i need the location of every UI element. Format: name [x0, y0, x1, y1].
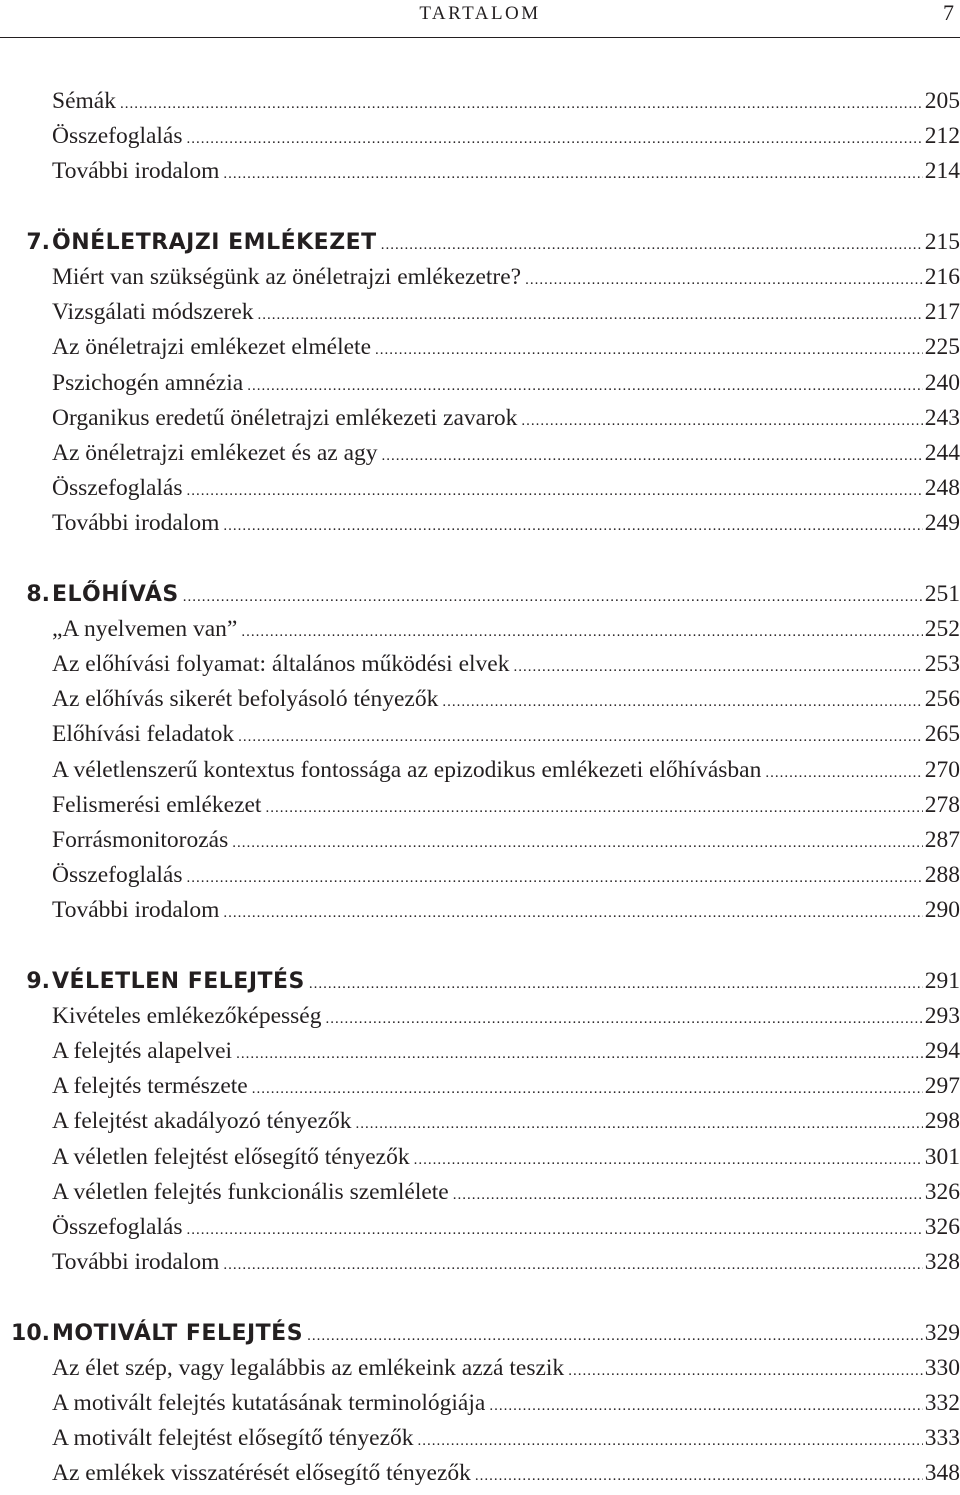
dot-leader [381, 228, 923, 263]
toc-entry-row[interactable] [0, 401, 960, 436]
entry-title: Kivételes emlékezőképesség [52, 1002, 322, 1029]
toc-entry-row[interactable] [0, 1245, 960, 1280]
toc-leader-line [52, 225, 960, 263]
entry-title: A felejtés természete [52, 1073, 248, 1100]
dot-leader [241, 615, 922, 650]
chapter-number-text: 7. [26, 229, 50, 255]
toc-leader-line [52, 84, 960, 122]
chapter-title: ÖNÉLETRAJZI EMLÉKEZET [52, 229, 377, 255]
entry-page-number: 348 [924, 1460, 960, 1487]
entry-page-number: 330 [924, 1354, 960, 1381]
dot-leader [475, 1459, 923, 1494]
toc-leader-line [52, 682, 960, 720]
dot-leader [258, 298, 923, 333]
entry-page-number: 293 [924, 1002, 960, 1029]
entry-page-number: 332 [924, 1389, 960, 1416]
dot-leader [356, 1107, 923, 1142]
table-of-contents [0, 84, 960, 1492]
entry-page-number: 215 [924, 228, 960, 255]
entry-page-number: 256 [924, 686, 960, 713]
dot-leader [325, 1002, 922, 1037]
entry-page-number: 290 [924, 897, 960, 924]
toc-chapter-row[interactable] [0, 1316, 960, 1351]
toc-entry-row[interactable] [0, 612, 960, 647]
dot-leader [223, 157, 922, 192]
toc-entry-row[interactable] [0, 84, 960, 119]
dot-leader [183, 580, 923, 615]
toc-leader-line [52, 1104, 960, 1142]
dot-leader [765, 756, 922, 791]
dot-leader [414, 1143, 923, 1178]
dot-leader [309, 967, 923, 1002]
toc-leader-line [52, 1034, 960, 1072]
entry-title: Az előhívás sikerét befolyásoló tényezők [52, 686, 439, 713]
section-gap [0, 929, 960, 964]
entry-title: Vizsgálati módszerek [52, 299, 254, 326]
dot-leader [223, 1248, 922, 1283]
toc-entry-row[interactable] [0, 366, 960, 401]
toc-leader-line [52, 858, 960, 896]
dot-leader [453, 1178, 923, 1213]
toc-leader-line [52, 1069, 960, 1107]
toc-entry-row[interactable] [0, 1456, 960, 1491]
toc-leader-line [52, 260, 960, 298]
dot-leader [252, 1072, 923, 1107]
toc-entry-row[interactable] [0, 647, 960, 682]
entry-title: Miért van szükségünk az önéletrajzi emlékezetre? [52, 263, 522, 290]
toc-entry-row[interactable] [0, 506, 960, 541]
section-gap [0, 541, 960, 576]
toc-leader-line [52, 717, 960, 755]
entry-page-number: 205 [924, 88, 960, 114]
entry-page-number: 278 [924, 791, 960, 818]
entry-title: A felejtést akadályozó tényezők [52, 1108, 352, 1135]
toc-leader-line [52, 647, 960, 685]
toc-leader-line [52, 1386, 960, 1424]
entry-title: További irodalom [52, 1249, 220, 1276]
entry-title: Előhívási feladatok [52, 721, 235, 748]
dot-leader [223, 509, 922, 544]
toc-leader-line [52, 366, 960, 404]
toc-leader-line [52, 964, 960, 1002]
toc-entry-row[interactable] [0, 1210, 960, 1245]
toc-leader-line [52, 612, 960, 650]
chapter-title: MOTIVÁLT FELEJTÉS [52, 1320, 304, 1346]
toc-leader-line [52, 154, 960, 192]
chapter-number-text: 8. [26, 581, 50, 607]
dot-leader [442, 685, 922, 720]
entry-title: Az előhívási folyamat: általános működési elvek [52, 651, 510, 677]
toc-chapter-row[interactable] [0, 225, 960, 260]
dot-leader [187, 861, 923, 896]
toc-entry-row[interactable] [0, 999, 960, 1034]
entry-page-number: 333 [924, 1425, 960, 1452]
dot-leader [525, 263, 923, 298]
toc-leader-line [52, 823, 960, 861]
toc-leader-line [52, 1456, 960, 1494]
toc-leader-line [52, 753, 960, 791]
entry-title: A felejtés alapelvei [52, 1038, 233, 1065]
entry-page-number: 326 [924, 1178, 960, 1205]
toc-entry-row[interactable] [0, 1351, 960, 1386]
running-title: TARTALOM [419, 3, 541, 24]
entry-page-number: 326 [924, 1214, 960, 1240]
toc-leader-line [52, 330, 960, 368]
toc-entry-row[interactable] [0, 295, 960, 330]
entry-page-number: 217 [924, 299, 960, 326]
entry-page-number: 249 [924, 510, 960, 537]
dot-leader [223, 896, 922, 931]
dot-leader [489, 1389, 922, 1424]
entry-title: További irodalom [52, 897, 220, 924]
entry-page-number: 216 [924, 263, 960, 290]
section-gap [0, 190, 960, 225]
toc-entry-row[interactable] [0, 788, 960, 823]
entry-page-number: 265 [924, 721, 960, 748]
toc-leader-line [52, 1210, 960, 1248]
toc-leader-line [52, 506, 960, 544]
entry-title: A véletlenszerű kontextus fontossága az epizodikus emlékezeti előhívásban [52, 756, 762, 783]
entry-title: Forrásmonitorozás [52, 826, 229, 853]
entry-title: További irodalom [52, 158, 220, 185]
toc-entry-row[interactable] [0, 1034, 960, 1069]
toc-leader-line [52, 788, 960, 826]
entry-title: „A nyelvemen van” [52, 615, 238, 642]
entry-title: Összefoglalás [52, 123, 183, 150]
toc-leader-line [52, 295, 960, 333]
entry-page-number: 297 [924, 1073, 960, 1100]
chapter-title: VÉLETLEN FELEJTÉS [52, 968, 305, 994]
entry-page-number: 329 [924, 1319, 960, 1346]
toc-leader-line [52, 436, 960, 474]
toc-entry-row[interactable] [0, 471, 960, 506]
section-gap [0, 1280, 960, 1315]
dot-leader [521, 404, 922, 439]
chapter-number [0, 577, 50, 612]
entry-page-number: 240 [924, 369, 960, 396]
page-number: 7 [943, 0, 954, 25]
toc-entry-row[interactable] [0, 858, 960, 893]
entry-page-number: 225 [924, 334, 960, 361]
toc-leader-line [52, 1351, 960, 1389]
toc-leader-line [52, 893, 960, 931]
entry-title: A motivált felejtést elősegítő tényezők [52, 1425, 414, 1452]
entry-page-number: 212 [924, 123, 960, 150]
toc-entry-row[interactable] [0, 753, 960, 788]
entry-title: A motivált felejtés kutatásának terminológiája [52, 1389, 486, 1416]
entry-title: Az élet szép, vagy legalábbis az emlékeink azzá teszik [52, 1354, 565, 1381]
entry-page-number: 287 [924, 826, 960, 853]
toc-entry-row[interactable] [0, 682, 960, 717]
toc-entry-row[interactable] [0, 717, 960, 752]
entry-page-number: 291 [924, 967, 960, 994]
dot-leader [238, 720, 923, 755]
dot-leader [187, 474, 923, 509]
toc-leader-line [52, 471, 960, 509]
dot-leader [307, 1319, 923, 1354]
toc-entry-row[interactable] [0, 1386, 960, 1421]
toc-leader-line [52, 1421, 960, 1459]
toc-entry-row[interactable] [0, 1140, 960, 1175]
dot-leader [382, 439, 923, 474]
entry-title: Az önéletrajzi emlékezet elmélete [52, 334, 372, 361]
chapter-number-text: 9. [26, 968, 50, 994]
dot-leader [236, 1037, 923, 1072]
dot-leader [375, 333, 923, 368]
toc-chapter-row[interactable] [0, 964, 960, 999]
entry-title: Organikus eredetű önéletrajzi emlékezeti zavarok [52, 404, 518, 431]
entry-title: Összefoglalás [52, 862, 183, 889]
dot-leader [247, 369, 923, 404]
toc-entry-row[interactable] [0, 1421, 960, 1456]
entry-page-number: 244 [924, 439, 960, 466]
entry-page-number: 328 [924, 1249, 960, 1276]
entry-page-number: 252 [924, 615, 960, 642]
toc-entry-row[interactable] [0, 260, 960, 295]
entry-page-number: 294 [924, 1038, 960, 1065]
entry-title: Összefoglalás [52, 1214, 183, 1240]
toc-entry-row[interactable] [0, 154, 960, 189]
running-header [0, 0, 960, 38]
toc-entry-row[interactable] [0, 330, 960, 365]
chapter-number [0, 1316, 50, 1351]
chapter-number [0, 225, 50, 260]
chapter-title: ELŐHÍVÁS [52, 581, 179, 607]
entry-page-number: 253 [924, 651, 960, 677]
entry-title: További irodalom [52, 510, 220, 537]
chapter-number [0, 964, 50, 999]
dot-leader [265, 791, 922, 826]
dot-leader [513, 650, 922, 685]
entry-page-number: 288 [924, 862, 960, 889]
entry-page-number: 298 [924, 1108, 960, 1135]
toc-leader-line [52, 999, 960, 1037]
entry-page-number: 270 [924, 756, 960, 783]
toc-leader-line [52, 1175, 960, 1213]
dot-leader [418, 1424, 923, 1459]
entry-title: Az önéletrajzi emlékezet és az agy [52, 439, 378, 466]
toc-leader-line [52, 577, 960, 615]
entry-page-number: 214 [924, 158, 960, 185]
dot-leader [120, 87, 923, 122]
entry-title: Az emlékek visszatérését elősegítő tényezők [52, 1460, 471, 1487]
toc-leader-line [52, 119, 960, 157]
toc-leader-line [52, 1140, 960, 1178]
toc-entry-row[interactable] [0, 1069, 960, 1104]
toc-entry-row[interactable] [0, 893, 960, 928]
entry-page-number: 243 [924, 404, 960, 431]
toc-chapter-row[interactable] [0, 577, 960, 612]
entry-title: Összefoglalás [52, 475, 183, 502]
toc-entry-row[interactable] [0, 119, 960, 154]
entry-title: Felismerési emlékezet [52, 791, 262, 818]
dot-leader [187, 122, 923, 157]
toc-leader-line [52, 401, 960, 439]
toc-leader-line [52, 1245, 960, 1283]
chapter-number-text: 10. [11, 1320, 50, 1346]
toc-entry-row[interactable] [0, 1175, 960, 1210]
entry-page-number: 251 [924, 580, 960, 607]
entry-title: A véletlen felejtést elősegítő tényezők [52, 1143, 410, 1170]
entry-page-number: 248 [924, 475, 960, 502]
entry-page-number: 301 [924, 1143, 960, 1170]
toc-entry-row[interactable] [0, 436, 960, 471]
dot-leader [232, 826, 923, 861]
toc-leader-line [52, 1316, 960, 1354]
toc-entry-row[interactable] [0, 823, 960, 858]
entry-title: A véletlen felejtés funkcionális szemlélete [52, 1178, 449, 1205]
toc-entry-row[interactable] [0, 1104, 960, 1139]
dot-leader [187, 1213, 923, 1248]
dot-leader [568, 1354, 923, 1389]
entry-title: Pszichogén amnézia [52, 369, 244, 396]
entry-title: Sémák [52, 88, 116, 114]
